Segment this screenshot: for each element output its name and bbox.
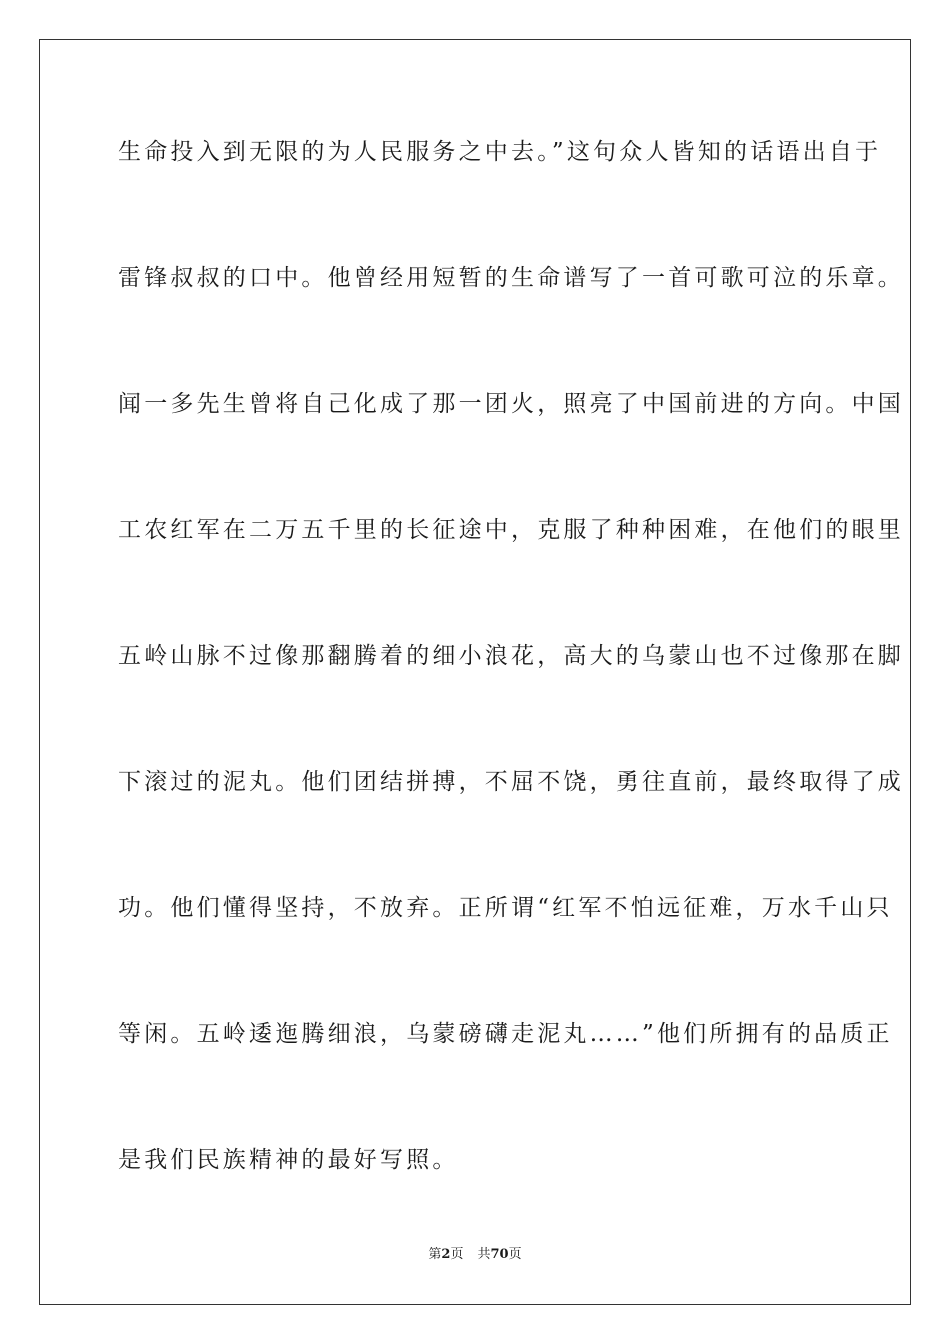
paragraph-line-1: 生命投入到无限的为人民服务之中去。”这句众人皆知的话语出自于 (118, 139, 882, 165)
paragraph-line-9: 是我们民族精神的最好写照。 (118, 1147, 459, 1173)
paragraph-line-6: 下滚过的泥丸。他们团结拼搏，不屈不饶，勇往直前，最终取得了成 (118, 769, 904, 795)
paragraph-line-2: 雷锋叔叔的口中。他曾经用短暂的生命谱写了一首可歌可泣的乐章。 (118, 265, 904, 291)
paragraph-line-4: 工农红军在二万五千里的长征途中，克服了种种困难，在他们的眼里 (118, 517, 904, 543)
page-border (39, 39, 911, 1305)
page-footer (0, 1246, 950, 1264)
page-number: 第2页 (428, 1247, 464, 1262)
paragraph-line-5: 五岭山脉不过像那翻腾着的细小浪花，高大的乌蒙山也不过像那在脚 (118, 643, 904, 669)
paragraph-line-8: 等闲。五岭逶迤腾细浪，乌蒙磅礴走泥丸……”他们所拥有的品质正 (118, 1021, 893, 1047)
total-pages: 共70页 (477, 1247, 522, 1262)
paragraph-line-7: 功。他们懂得坚持，不放弃。正所谓“红军不怕远征难，万水千山只 (118, 895, 893, 921)
paragraph-line-3: 闻一多先生曾将自己化成了那一团火，照亮了中国前进的方向。中国 (118, 391, 904, 417)
